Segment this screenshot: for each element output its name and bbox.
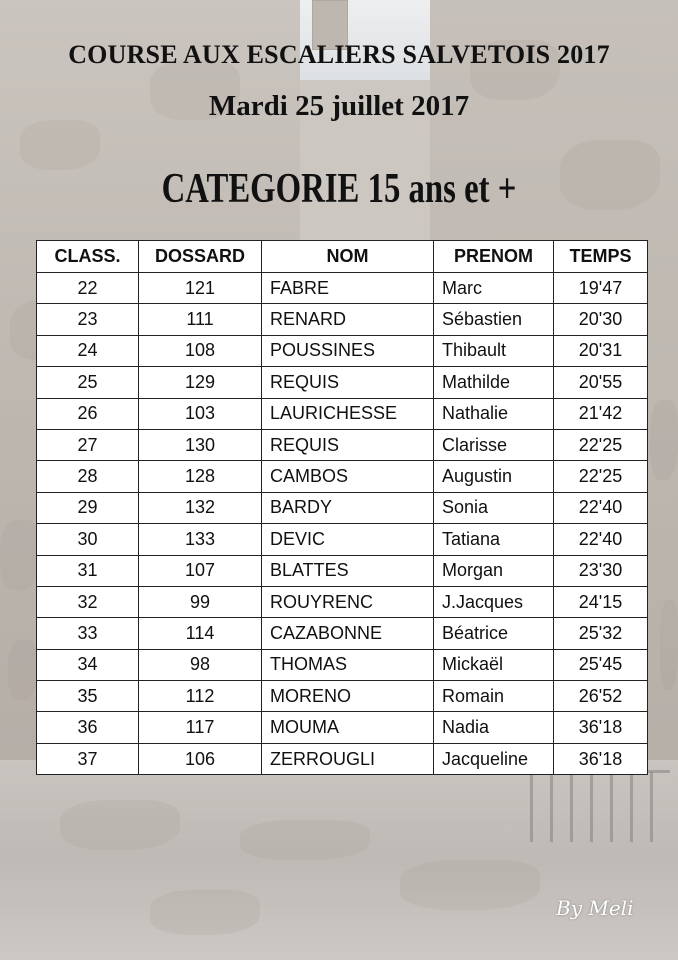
cell-prenom: Thibault bbox=[434, 335, 554, 366]
cell-dossard: 99 bbox=[139, 586, 262, 617]
table-row bbox=[37, 712, 648, 743]
table-row bbox=[37, 618, 648, 649]
table-row bbox=[37, 555, 648, 586]
cell-class: 25 bbox=[37, 367, 139, 398]
cell-nom: CAMBOS bbox=[262, 461, 434, 492]
cell-temps: 19'47 bbox=[554, 273, 648, 304]
table-row bbox=[37, 398, 648, 429]
cell-temps: 20'31 bbox=[554, 335, 648, 366]
cell-nom: REQUIS bbox=[262, 429, 434, 460]
cell-class: 36 bbox=[37, 712, 139, 743]
table-row bbox=[37, 492, 648, 523]
cell-prenom: Nathalie bbox=[434, 398, 554, 429]
cell-prenom: Mathilde bbox=[434, 367, 554, 398]
cell-temps: 26'52 bbox=[554, 681, 648, 712]
cell-dossard: 107 bbox=[139, 555, 262, 586]
cell-nom: FABRE bbox=[262, 273, 434, 304]
cell-temps: 21'42 bbox=[554, 398, 648, 429]
table-row bbox=[37, 273, 648, 304]
table-row bbox=[37, 649, 648, 680]
cell-dossard: 98 bbox=[139, 649, 262, 680]
cell-nom: RENARD bbox=[262, 304, 434, 335]
cell-dossard: 129 bbox=[139, 367, 262, 398]
cell-prenom: Sonia bbox=[434, 492, 554, 523]
table-row bbox=[37, 586, 648, 617]
cell-dossard: 112 bbox=[139, 681, 262, 712]
cell-nom: THOMAS bbox=[262, 649, 434, 680]
cell-prenom: Romain bbox=[434, 681, 554, 712]
column-header-class: CLASS. bbox=[37, 241, 139, 273]
cell-dossard: 128 bbox=[139, 461, 262, 492]
cell-temps: 36'18 bbox=[554, 712, 648, 743]
table-row bbox=[37, 304, 648, 335]
cell-class: 37 bbox=[37, 743, 139, 774]
cell-temps: 24'15 bbox=[554, 586, 648, 617]
cell-prenom: Jacqueline bbox=[434, 743, 554, 774]
cell-nom: BLATTES bbox=[262, 555, 434, 586]
cell-class: 31 bbox=[37, 555, 139, 586]
table-row bbox=[37, 681, 648, 712]
cell-class: 24 bbox=[37, 335, 139, 366]
cell-class: 22 bbox=[37, 273, 139, 304]
cell-dossard: 133 bbox=[139, 524, 262, 555]
cell-prenom: J.Jacques bbox=[434, 586, 554, 617]
cell-prenom: Clarisse bbox=[434, 429, 554, 460]
cell-prenom: Marc bbox=[434, 273, 554, 304]
cell-dossard: 132 bbox=[139, 492, 262, 523]
cell-dossard: 121 bbox=[139, 273, 262, 304]
table-row bbox=[37, 524, 648, 555]
cell-nom: BARDY bbox=[262, 492, 434, 523]
cell-temps: 23'30 bbox=[554, 555, 648, 586]
column-header-prenom: PRENOM bbox=[434, 241, 554, 273]
cell-nom: ROUYRENC bbox=[262, 586, 434, 617]
cell-dossard: 130 bbox=[139, 429, 262, 460]
cell-nom: CAZABONNE bbox=[262, 618, 434, 649]
table-row bbox=[37, 335, 648, 366]
signature: By Meli bbox=[556, 896, 634, 920]
table-row bbox=[37, 743, 648, 774]
cell-class: 30 bbox=[37, 524, 139, 555]
cell-class: 28 bbox=[37, 461, 139, 492]
table-header-row bbox=[37, 241, 648, 273]
cell-class: 33 bbox=[37, 618, 139, 649]
cell-class: 35 bbox=[37, 681, 139, 712]
table-row bbox=[37, 461, 648, 492]
cell-temps: 22'25 bbox=[554, 429, 648, 460]
event-date: Mardi 25 juillet 2017 bbox=[208, 90, 470, 122]
cell-temps: 22'40 bbox=[554, 524, 648, 555]
cell-dossard: 114 bbox=[139, 618, 262, 649]
cell-temps: 25'45 bbox=[554, 649, 648, 680]
cell-temps: 20'55 bbox=[554, 367, 648, 398]
cell-prenom: Mickaël bbox=[434, 649, 554, 680]
results-table bbox=[36, 240, 648, 775]
cell-class: 32 bbox=[37, 586, 139, 617]
cell-temps: 36'18 bbox=[554, 743, 648, 774]
column-header-temps: TEMPS bbox=[554, 241, 648, 273]
cell-nom: POUSSINES bbox=[262, 335, 434, 366]
cell-dossard: 117 bbox=[139, 712, 262, 743]
category-heading: CATEGORIE 15 ans et + bbox=[161, 166, 517, 212]
cell-nom: MOUMA bbox=[262, 712, 434, 743]
cell-dossard: 111 bbox=[139, 304, 262, 335]
cell-temps: 22'25 bbox=[554, 461, 648, 492]
cell-class: 34 bbox=[37, 649, 139, 680]
cell-nom: DEVIC bbox=[262, 524, 434, 555]
cell-nom: MORENO bbox=[262, 681, 434, 712]
cell-class: 26 bbox=[37, 398, 139, 429]
cell-class: 27 bbox=[37, 429, 139, 460]
cell-temps: 22'40 bbox=[554, 492, 648, 523]
table-row bbox=[37, 367, 648, 398]
cell-dossard: 103 bbox=[139, 398, 262, 429]
cell-prenom: Augustin bbox=[434, 461, 554, 492]
cell-nom: LAURICHESSE bbox=[262, 398, 434, 429]
cell-temps: 25'32 bbox=[554, 618, 648, 649]
column-header-nom: NOM bbox=[262, 241, 434, 273]
page-title: COURSE AUX ESCALIERS SALVETOIS 2017 bbox=[68, 40, 610, 69]
cell-temps: 20'30 bbox=[554, 304, 648, 335]
cell-prenom: Béatrice bbox=[434, 618, 554, 649]
column-header-dossard: DOSSARD bbox=[139, 241, 262, 273]
cell-dossard: 108 bbox=[139, 335, 262, 366]
table-row bbox=[37, 429, 648, 460]
cell-nom: REQUIS bbox=[262, 367, 434, 398]
cell-dossard: 106 bbox=[139, 743, 262, 774]
cell-prenom: Sébastien bbox=[434, 304, 554, 335]
cell-class: 29 bbox=[37, 492, 139, 523]
cell-class: 23 bbox=[37, 304, 139, 335]
cell-prenom: Nadia bbox=[434, 712, 554, 743]
cell-nom: ZERROUGLI bbox=[262, 743, 434, 774]
cell-prenom: Morgan bbox=[434, 555, 554, 586]
cell-prenom: Tatiana bbox=[434, 524, 554, 555]
